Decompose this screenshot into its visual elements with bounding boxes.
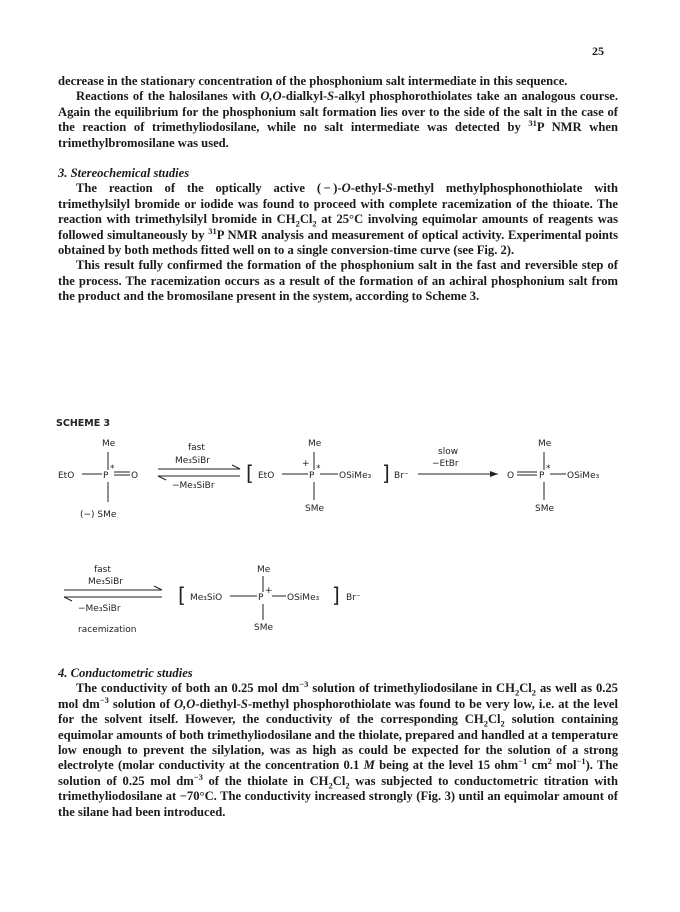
salt-star: * <box>316 464 321 474</box>
bracket-close-1: ] <box>382 461 390 485</box>
bracket-open-2: [ <box>178 583 186 607</box>
body-text-top <box>58 74 618 305</box>
bracket-open-1: [ <box>246 461 254 485</box>
product-me: Me <box>538 439 552 449</box>
scheme-3-diagram <box>50 412 630 652</box>
arrow1-reverse-head <box>158 476 166 480</box>
salt2-osime3: OSiMe₃ <box>287 593 320 603</box>
paragraph-5: The conductivity of both an 0.25 mol $dm^{-3}$ solution of trimethyliodosilane in $CH_2Cl_2$ as well as 0.25 mol $dm^{-3}$ solution of O,O-diethyl-S-methyl phosphorothiolate was found to be very low, i.e. at the level for the solvent itself. However, the conductivity of the corresponding $CH_2Cl_2$ solution containing equimolar amounts of both trimethyliodosilane and the thiolate, prepared and handled at a temperature low enough to prevent the silylation, was as high as could be expected for the solution of a strong electrolyte (molar conductivity at the concentration 0.1 M being at the level 15 ohm$^{-1}$ $cm^2$ mol$^{-1}$). The solution of 0.25 mol $dm^{-3}$ of the thiolate in $CH_2Cl_2$ was subjected to conductometric titration with trimethyliodosilane at −70°C. The conductivity increased strongly (Fig. 3) until an equimolar amount of the silane had been introduced. <box>58 679 619 819</box>
salt2-br: Br⁻ <box>346 593 361 603</box>
paragraph-2: Reactions of the halosilanes with O,O-dialkyl-S-alkyl phosphorothiolates take an analogous course. Again the equilibrium for the phosphonium salt formation lies over to the side of the salt in the case of the reaction of trimethyliodosilane, while no salt intermediate was detected by $^{31}$P NMR when trimethylbromosilane was used. <box>58 89 618 150</box>
reactant-p: P <box>103 471 109 481</box>
salt2-p: P <box>258 593 264 603</box>
reactant-o: O <box>131 471 139 481</box>
reactant-me: Me <box>102 439 116 449</box>
scheme-3 <box>50 412 630 652</box>
arrow2-head <box>490 471 498 477</box>
product-p: P <box>539 471 545 481</box>
salt-sme: SMe <box>305 504 325 514</box>
arrow1-reverse-reagent: −Me₃SiBr <box>172 481 215 491</box>
reactant-eto: EtO <box>58 471 75 481</box>
product-osime3: OSiMe₃ <box>567 471 600 481</box>
salt-br: Br⁻ <box>394 471 409 481</box>
scheme-label: SCHEME 3 <box>56 418 111 429</box>
arrow3-fast: fast <box>94 565 111 575</box>
arrow1-fast: fast <box>188 443 205 453</box>
product-star: * <box>546 464 551 474</box>
salt2-plus: + <box>265 586 273 596</box>
body-text-bottom <box>58 666 618 820</box>
salt2-sme: SMe <box>254 623 274 633</box>
salt-p: P <box>309 471 315 481</box>
reactant-sme: (−) SMe <box>80 510 117 520</box>
arrow2-reagent: −EtBr <box>432 459 459 469</box>
reactant-star: * <box>110 464 115 474</box>
section-heading-conductometric: 4. Conductometric studies <box>58 666 193 680</box>
salt-me: Me <box>308 439 322 449</box>
paragraph-1: decrease in the stationary concentration of the phosphonium salt intermediate in this sequence. <box>58 74 568 88</box>
arrow3-forward-head <box>154 586 162 590</box>
bracket-close-2: ] <box>332 583 340 607</box>
salt-osime3: OSiMe₃ <box>339 471 372 481</box>
section-heading-stereochemical: 3. Stereochemical studies <box>58 166 190 181</box>
salt2-me3sio: Me₃SiO <box>190 593 223 603</box>
salt2-me: Me <box>257 565 271 575</box>
arrow1-forward-head <box>232 465 240 469</box>
salt-eto: EtO <box>258 471 275 481</box>
racemization-label: racemization <box>78 625 137 635</box>
paragraph-4: This result fully confirmed the formation of the phosphonium salt in the fast and reversible step of the process. The racemization occurs as a result of the formation of an achiral phosphonium salt from the product and the bromosilane present in the system, according to Scheme 3. <box>58 258 618 304</box>
arrow3-reverse-reagent: −Me₃SiBr <box>78 604 121 614</box>
product-sme: SMe <box>535 504 555 514</box>
arrow3-reverse-head <box>64 597 72 601</box>
salt-plus: + <box>302 459 310 469</box>
page-number: 25 <box>592 44 604 58</box>
arrow3-reagent: Me₃SiBr <box>88 577 123 587</box>
product-o: O <box>507 471 515 481</box>
arrow2-slow: slow <box>438 447 459 457</box>
arrow1-reagent: Me₃SiBr <box>175 456 210 466</box>
paragraph-3: The reaction of the optically active ( − )-O-ethyl-S-methyl methylphosphonothiolate with trimethylsilyl bromide or iodide was found to proceed with complete racemization of the thioate. The reaction with trimethylsilyl bromide in $CH_2Cl_2$ at 25°C involving equimolar amounts of reagents was followed simultaneously by $^{31}$P NMR analysis and measurement of optical activity. Experimental points obtained by both methods fitted well on to a single conversion-time curve (see Fig. 2). <box>58 181 618 258</box>
